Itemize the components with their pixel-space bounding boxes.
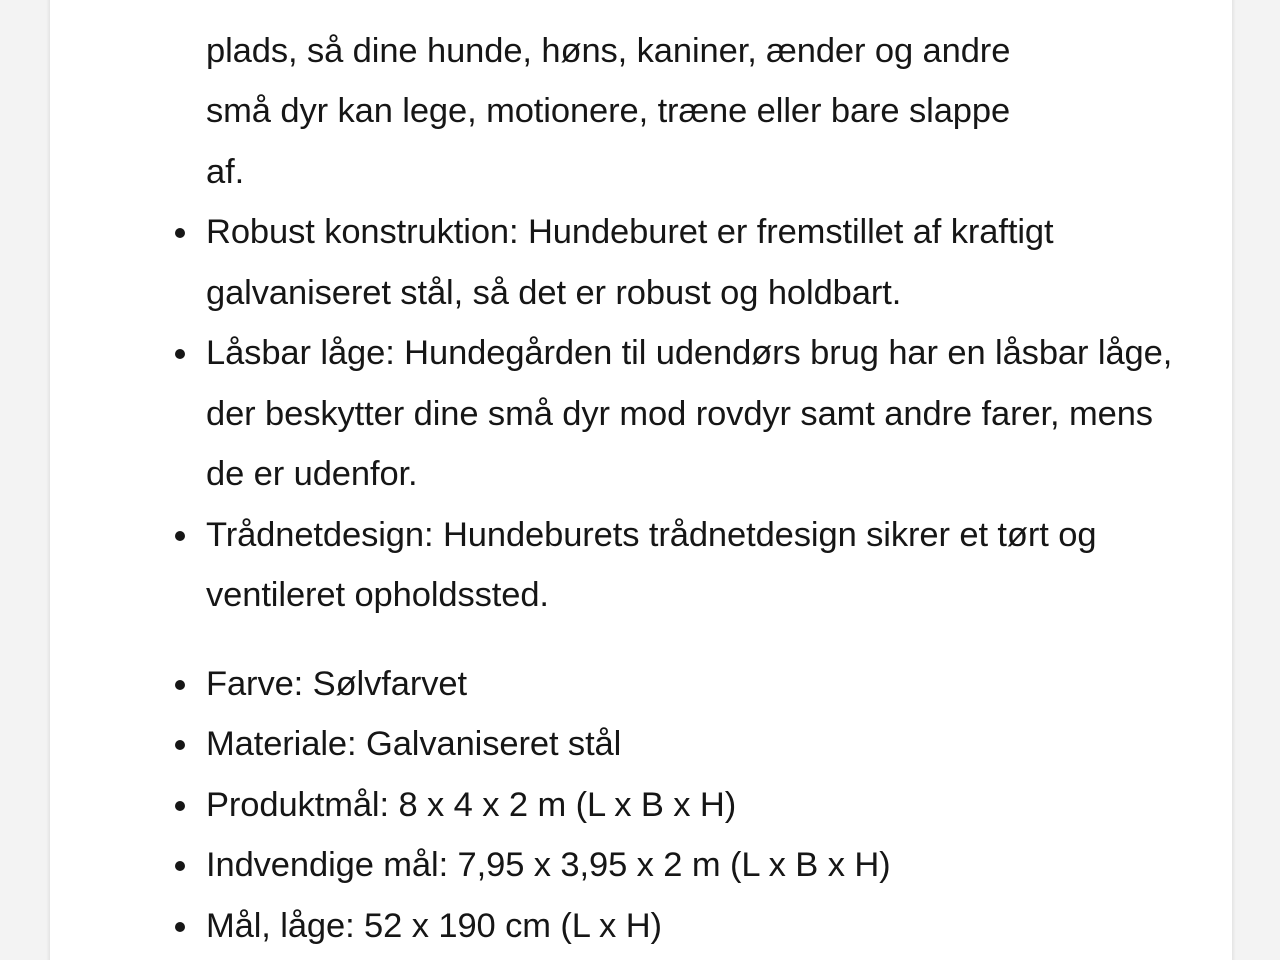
- feature-text: Robust konstruktion: Hundeburet er fremstillet af kraftigt galvaniseret stål, så det er robust og holdbart.: [206, 213, 1054, 312]
- spec-item-partial: [206, 956, 1186, 960]
- feature-item: [206, 323, 1186, 505]
- bullet-icon: [175, 349, 185, 359]
- spec-text: Mål, låge: 52 x 190 cm (L x H): [206, 906, 662, 945]
- feature-line: små dyr kan lege, motionere, træne eller bare slappe: [206, 92, 1011, 130]
- feature-text: Låsbar låge: Hundegården til udendørs brug har en låsbar låge, der beskytter dine små dyr mod rovdyr samt andre farer, mens de er udenfor.: [206, 334, 1173, 493]
- bullet-icon: [175, 922, 185, 932]
- product-description: [206, 0, 1186, 960]
- spec-text: Farve: Sølvfarvet: [206, 664, 467, 703]
- bullet-icon: [175, 680, 185, 690]
- bullet-icon: [175, 531, 185, 541]
- spec-item: [206, 835, 1186, 896]
- specs-list: [206, 654, 1186, 960]
- bullet-icon: [175, 228, 185, 238]
- list-spacer: [206, 626, 1186, 654]
- spec-item: [206, 654, 1186, 715]
- feature-line: plads, så dine hunde, høns, kaniner, ænder og andre: [206, 31, 1011, 70]
- spec-text: Indvendige mål: 7,95 x 3,95 x 2 m (L x B x H): [206, 846, 891, 884]
- spec-text: Materiale: Galvaniseret stål: [206, 725, 622, 763]
- feature-line: af.: [206, 152, 245, 191]
- bullet-icon: [175, 801, 185, 811]
- spec-item: [206, 714, 1186, 775]
- features-list: [206, 0, 1186, 626]
- spec-item: [206, 896, 1186, 957]
- feature-item: [206, 202, 1186, 323]
- feature-text: Trådnetdesign: Hundeburets trådnetdesign sikrer et tørt og ventileret opholdssted.: [206, 515, 1097, 614]
- bullet-icon: [175, 740, 185, 750]
- spec-item: [206, 775, 1186, 836]
- feature-item: [206, 505, 1186, 626]
- feature-item-partial: [206, 0, 1186, 202]
- spec-text: Produktmål: 8 x 4 x 2 m (L x B x H): [206, 785, 737, 824]
- feature-line-cut: [206, 0, 1186, 21]
- bullet-icon: [175, 861, 185, 871]
